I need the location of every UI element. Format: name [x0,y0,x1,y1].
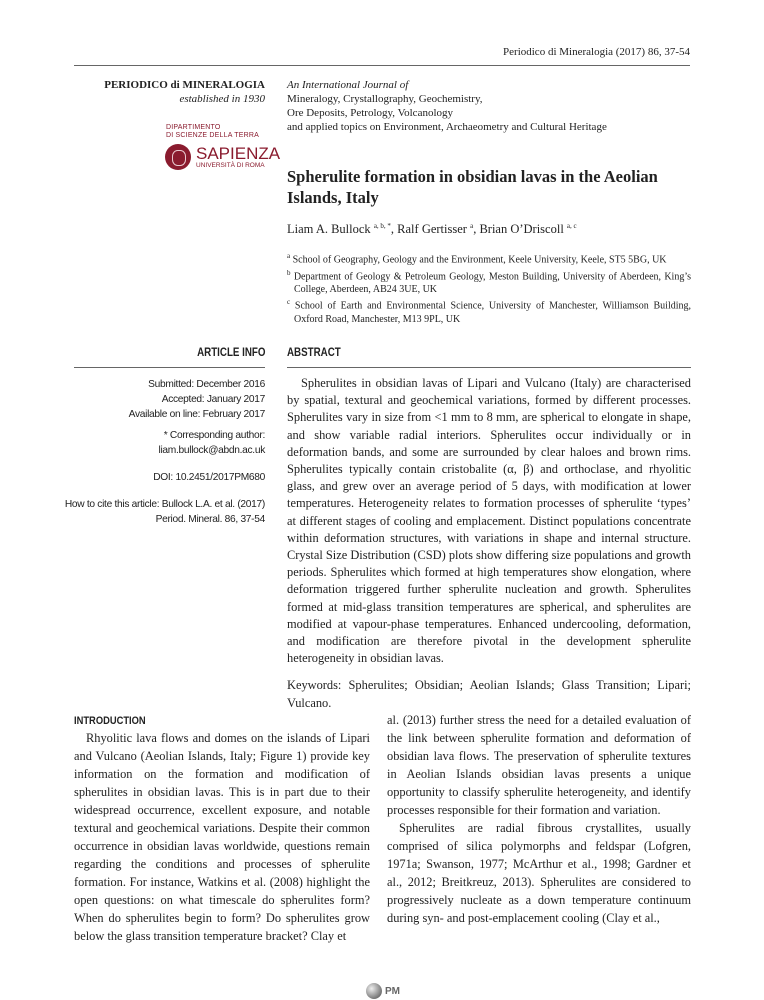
corresponding-email[interactable]: liam.bullock@abdn.ac.uk [158,445,265,456]
logo-name: SAPIENZA [196,143,281,163]
affiliation [287,267,691,297]
affiliation [287,250,691,267]
affiliations [287,250,691,326]
author-sup: a [470,222,474,230]
scope-line: Mineralogy, Crystallography, Geochemistry, [287,93,483,105]
submitted-date: Submitted: December 2016 [148,379,265,390]
dept-line: DI SCIENZE DELLA TERRA [166,132,259,139]
scope-line: Ore Deposits, Petrology, Volcanology [287,107,454,119]
aff-sup: b [287,268,291,277]
aff-sup: c [287,298,291,307]
footer-logo [366,983,400,999]
author: Ralf Gertisser [397,222,467,237]
aff-text: School of Geography, Geology and the Environment, Keele University, Keele, ST5 5BG, UK [292,254,667,266]
sapienza-logo [165,144,280,170]
author-sup: a, b, * [373,222,391,230]
corresponding-label: * Corresponding author: [163,430,265,441]
running-header: Periodico di Mineralogia (2017) 86, 37-54 [503,46,690,58]
article-info-heading: ARTICLE INFO [196,347,265,359]
dept-line: DIPARTIMENTO [166,124,221,131]
abstract-block [287,375,691,712]
scope-line: and applied topics on Environment, Archaeometry and Cultural Heritage [287,121,607,133]
doi[interactable]: DOI: 10.2451/2017PM680 [153,472,265,483]
sapienza-seal-icon [165,144,191,170]
sphere-logo-icon [366,983,382,999]
author: Brian O’Driscoll [479,222,564,237]
affiliation [287,296,691,326]
aff-text: Department of Geology & Petroleum Geology, Meston Building, University of Aberdeen, King’s College, Aberdeen, AB24 3UE, UK [293,270,692,296]
citation: How to cite this article: Bullock L.A. et al. (2017) [64,499,265,510]
author-list: Liam A. Bullock $^{a, b, *}$, Ralf Gertisser $^a$, Brian O’Driscoll $^{a, c}$ [287,222,577,237]
header-rule [74,65,690,66]
journal-scope [287,78,607,134]
body-column-right [387,711,691,927]
logo-sub: UNIVERSITÀ DI ROMA [196,161,265,169]
author: Liam A. Bullock [287,222,371,237]
accepted-date: Accepted: January 2017 [161,394,265,405]
journal-established: established in 1930 [179,93,265,105]
author-sup: a, c [566,222,577,230]
aff-text: School of Earth and Environmental Science, University of Manchester, Williamson Building, Oxford Road, Manchester, M13 9PL, UK [294,300,692,325]
divider [74,367,265,368]
body-column-left: Rhyolitic lava flows and domes on the islands of Lipari and Vulcano (Aeolian Islands, Italy; Figure 1) provide key information on the formation and modification of spherulites in obsidian lavas. This is in part due to their widespread occurrence, excellent exposure, and notable textural and geochemical variations. Despite their common occurrence in obsidian lavas worldwide, questions remain regarding the conditions and processes of spherulite formation. For instance, Watkins et al. (2008) highlight the open questions: on what timescale do spherulites form? When do spherulites begin to form? Do spherulites grow below the glass transition temperature bracket? Clay et [74,731,370,943]
divider [287,367,691,368]
aff-sup: a [287,252,291,260]
keywords: Keywords: Spherulites; Obsidian; Aeolian Islands; Glass Transition; Lipari; Vulcano. [287,678,691,710]
abstract-heading: ABSTRACT [287,347,341,359]
available-date: Available on line: February 2017 [128,409,265,420]
journal-name-block [104,78,265,106]
paragraph: Spherulites are radial fibrous crystallites, usually comprised of silica polymorphs and feldspar (Lofgren, 1971a; Swanson, 1977; McArthur et al., 1998; Gardner et al., 2012; Breitkreuz, 2013). Spherulites are considered to progressively nucleate as a down temperature continuum during syn- and post-emplacement cooling (Clay et al., [387,821,691,925]
abstract-text: Spherulites in obsidian lavas of Lipari and Vulcano (Italy) are characterised by spatial, textural and geochemical variations, formed by different processes. Spherulites vary in size from <1 mm to 8 mm, are spherical to elongate in shape, and show variable radial interiors. Spherulites occur individually or in deformation bands, and some are surrounded by clear haloes and brown rims. Spherulites typically contain cristobalite (α, β) and orthoclase, and rhyolitic glass, and grew over an average period of 5 days, with modification at lower temperatures. Heterogeneity relates to formation processes of spherulite ‘types’ at different stages of cooling and emplacement. Distinct populations concentrate within deformation structures, with variations in shape and internal structure. Crystal Size Distribution (CSD) plots show differing size populations and growth periods. Spherulites which formed at high temperatures show elongation, where deformation triggered further spherulite nucleation and growth. Spherulites formed at mid-glass transition temperatures are spherical, and spherulites are modified at vapour-phase temperatures. Enhanced undercooling, deformation, and modification are therefore pivotal in the development spherulite heterogeneity in obsidian lavas. [287,376,691,666]
paragraph: al. (2013) further stress the need for a detailed evaluation of the link between spherulite formation and deformation of obsidian lava flows. The preservation of spherulite textures in Aeolian Islands obsidian lavas presents a unique opportunity to classify spherulite heterogeneity, and identify processes responsible for their formation and variation. [387,713,691,817]
paper-title: Spherulite formation in obsidian lavas in the Aeolian Islands, Italy [287,167,658,207]
journal-name: PERIODICO di MINERALOGIA [104,79,265,91]
footer-logo-text: PM [385,985,400,997]
scope-line: An International Journal of [287,79,409,91]
article-info [65,377,265,527]
department-logo-text [166,124,259,140]
introduction-heading: INTRODUCTION [74,715,146,727]
citation: Period. Mineral. 86, 37-54 [155,514,265,525]
